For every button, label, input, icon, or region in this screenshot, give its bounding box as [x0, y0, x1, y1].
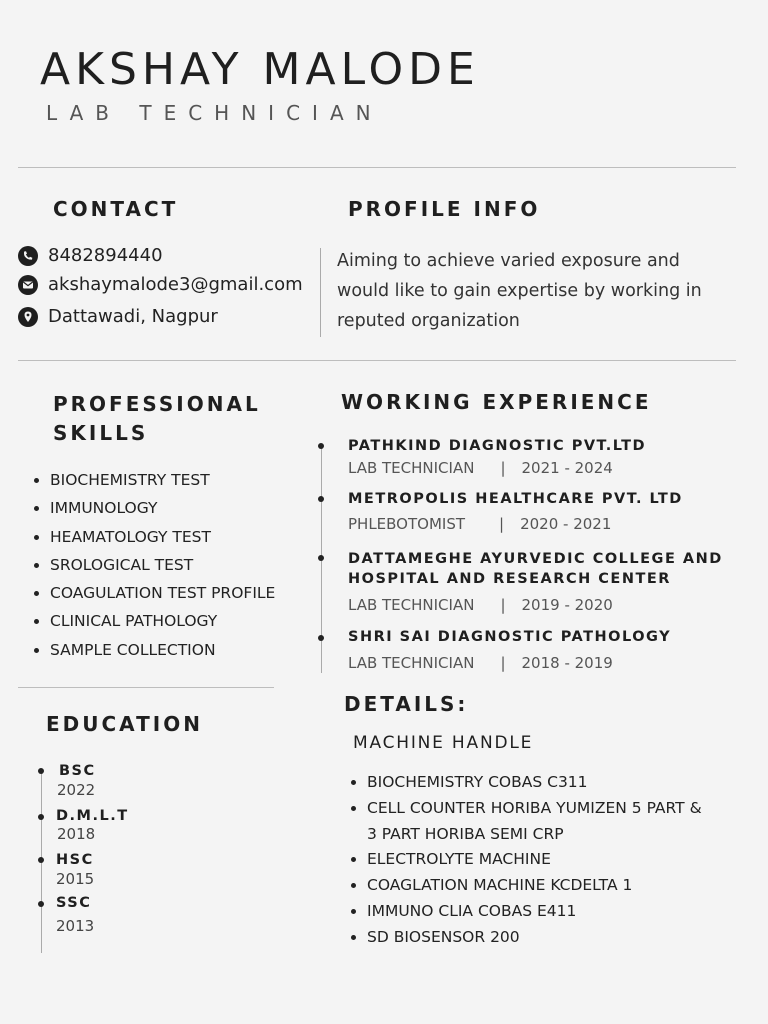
education-year: 2018 [57, 825, 96, 843]
job-separator: | [499, 515, 505, 533]
job-company: SHRI SAI DIAGNOSTIC PATHOLOGY [348, 629, 672, 645]
candidate-title: LAB TECHNICIAN [46, 101, 383, 125]
timeline-dot [38, 857, 44, 863]
profile-text: Aiming to achieve varied exposure and would like to gain expertise by working in reputed organization [337, 251, 702, 331]
details-heading: DETAILS: [344, 692, 469, 716]
machine-item: • BIOCHEMISTRY COBAS C311 [367, 770, 702, 796]
timeline-dot [318, 635, 324, 641]
divider-top [18, 167, 736, 168]
machine-handle-heading: MACHINE HANDLE [353, 733, 534, 753]
skill-item: • BIOCHEMISTRY TEST [50, 468, 275, 496]
education-degree: SSC [56, 895, 92, 911]
job-company: PATHKIND DIAGNOSTIC PVT.LTD [348, 438, 647, 454]
profile-divider [320, 248, 321, 337]
machine-item-continued: 3 PART HORIBA SEMI CRP [367, 824, 564, 843]
timeline-dot [318, 443, 324, 449]
location-pin-icon [18, 307, 38, 327]
machine-list [350, 770, 702, 951]
job-role: LAB TECHNICIAN [348, 654, 475, 672]
skills-list [32, 468, 275, 666]
skill-item: • SAMPLE COLLECTION [50, 638, 275, 666]
timeline-dot [38, 768, 44, 774]
job-separator: | [500, 459, 506, 477]
job-meta [348, 459, 613, 477]
machine-item: • ELECTROLYTE MACHINE [367, 847, 702, 873]
email-address: akshaymalode3@gmail.com [48, 274, 303, 295]
job-role: LAB TECHNICIAN [348, 596, 475, 614]
contact-email [18, 274, 303, 295]
job-years: 2020 - 2021 [520, 515, 612, 533]
job-separator: | [500, 654, 506, 672]
phone-icon [18, 246, 38, 266]
job-meta [348, 596, 613, 614]
job-years: 2018 - 2019 [521, 654, 613, 672]
skills-heading-line2: SKILLS [53, 421, 149, 445]
job-meta [348, 515, 611, 533]
divider-middle [18, 360, 736, 361]
machine-item: • SD BIOSENSOR 200 [367, 925, 702, 951]
job-role: LAB TECHNICIAN [348, 459, 475, 477]
timeline-dot [38, 814, 44, 820]
job-company: METROPOLIS HEALTHCARE PVT. LTD [348, 491, 683, 507]
location-text: Dattawadi, Nagpur [48, 306, 218, 327]
email-icon [18, 275, 38, 295]
timeline-dot [318, 555, 324, 561]
education-year: 2015 [56, 870, 95, 888]
timeline-dot [38, 901, 44, 907]
job-company [348, 549, 723, 589]
contact-heading: CONTACT [53, 197, 179, 221]
machine-item: • CELL COUNTER HORIBA YUMIZEN 5 PART & [367, 796, 702, 822]
job-role: PHLEBOTOMIST [348, 515, 466, 533]
skill-item: • COAGULATION TEST PROFILE [50, 581, 275, 609]
timeline-dot [318, 496, 324, 502]
education-heading: EDUCATION [46, 712, 203, 736]
skills-heading [53, 390, 261, 448]
skill-item: • CLINICAL PATHOLOGY [50, 609, 275, 637]
education-degree: HSC [56, 852, 94, 868]
job-meta [348, 654, 613, 672]
education-degree: D.M.L.T [56, 808, 129, 824]
machine-item: • COAGLATION MACHINE KCDELTA 1 [367, 873, 702, 899]
skill-item: • IMMUNOLOGY [50, 496, 275, 524]
job-company-line1: DATTAMEGHE AYURVEDIC COLLEGE AND [348, 551, 723, 567]
education-degree: BSC [59, 763, 96, 779]
candidate-name: AKSHAY MALODE [40, 44, 480, 95]
contact-phone [18, 245, 163, 266]
job-company-line2: HOSPITAL AND RESEARCH CENTER [348, 571, 671, 587]
phone-number: 8482894440 [48, 245, 163, 266]
job-separator: | [500, 596, 506, 614]
experience-heading: WORKING EXPERIENCE [341, 390, 652, 414]
skill-item: • SROLOGICAL TEST [50, 553, 275, 581]
divider-skills [18, 687, 274, 688]
job-years: 2019 - 2020 [521, 596, 613, 614]
contact-location [18, 306, 218, 327]
education-year: 2022 [57, 781, 96, 799]
skills-heading-line1: PROFESSIONAL [53, 392, 261, 416]
job-years: 2021 - 2024 [521, 459, 613, 477]
machine-item: • IMMUNO CLIA COBAS E411 [367, 899, 702, 925]
skill-item: • HEAMATOLOGY TEST [50, 525, 275, 553]
education-year: 2013 [56, 917, 95, 935]
profile-heading: PROFILE INFO [348, 197, 541, 221]
